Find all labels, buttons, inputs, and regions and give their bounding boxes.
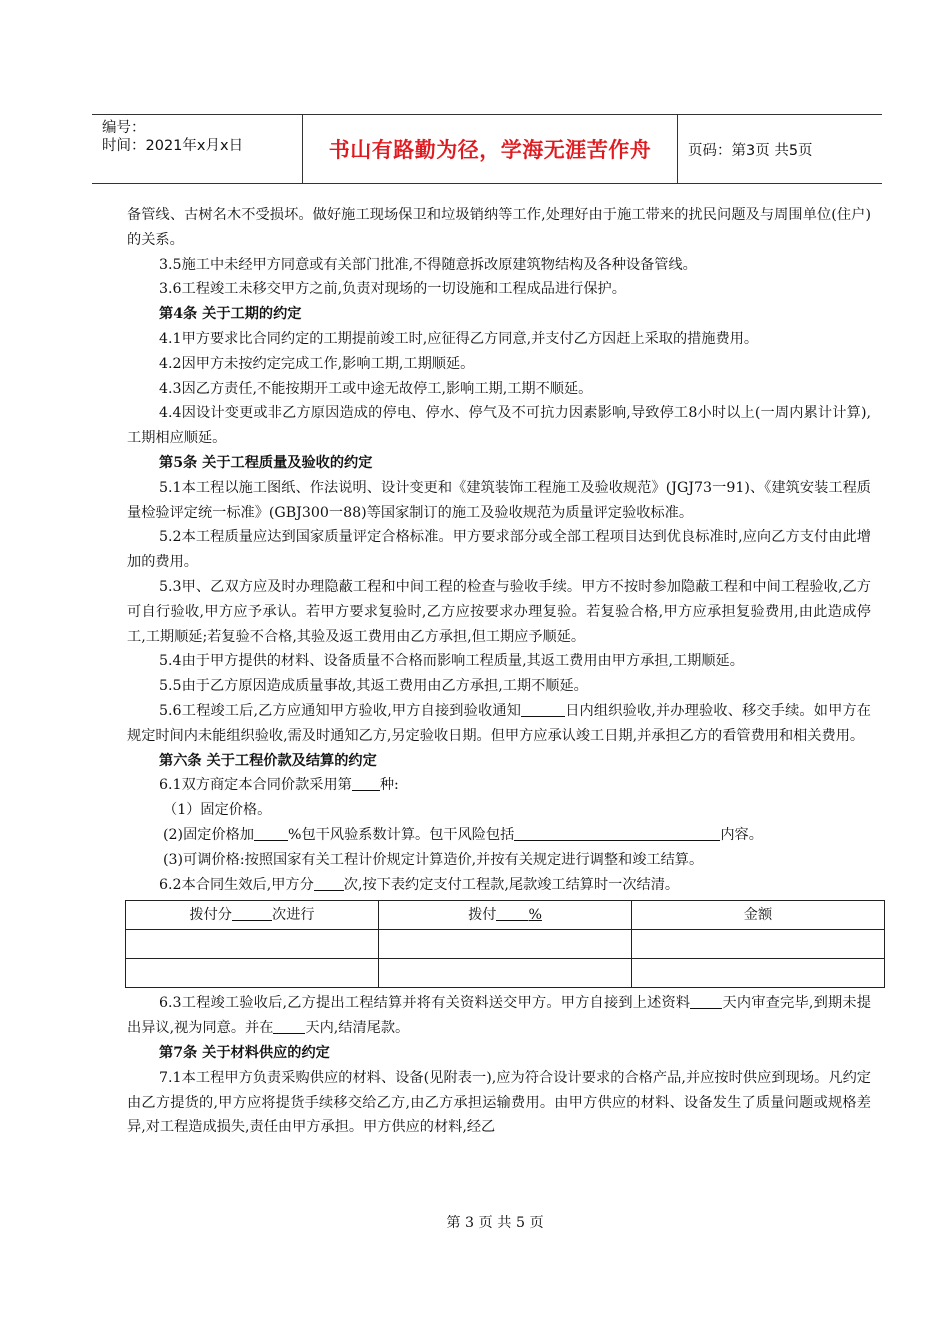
paragraph-5-6 [127,699,871,749]
text-run: (2)固定价格加 [163,826,255,843]
blank-field [514,825,720,841]
payment-table [125,900,885,988]
blank-field [521,701,565,717]
blank-field [254,825,288,841]
header-info-cell [92,115,303,183]
text-run: 5.6工程竣工后,乙方应通知甲方验收,甲方自接到验收通知 [159,702,522,719]
section-heading-6: 第六条 关于工程价款及结算的约定 [159,752,377,769]
paragraph: (3)可调价格:按照国家有关工程计价规定计算造价,并按有关规定进行调整和竣工结算。 [163,851,704,868]
text-run: 拨付分 [189,906,232,923]
paragraph: 4.4因设计变更或非乙方原因造成的停电、停水、停气及不可抗力因素影响,导致停工8小时以上(一周内累计计算),工期相应顺延。 [127,405,871,447]
paragraph: （1）固定价格。 [163,802,272,819]
paragraph: 备管线、古树名木不受损坏。做好施工现场保卫和垃圾销纳等工作,处理好由于施工带来的扰民问题及与周围单位(住户)的关系。 [127,207,871,248]
table-header-cell: 金额 [632,901,885,930]
table-cell [379,959,632,988]
table-header-row [126,901,885,930]
paragraph: 4.1甲方要求比合同约定的工期提前竣工时,应征得乙方同意,并支付乙方因赶上采取的措施费用。 [159,330,759,347]
document-header [92,114,882,184]
blank-field [496,905,528,921]
paragraph: 5.4由于甲方提供的材料、设备质量不合格而影响工程质量,其返工费用由甲方承担,工期顺延。 [159,653,744,670]
table-row [126,930,885,959]
text-run: 拨付 [468,906,497,923]
document-body [127,203,871,1140]
text-run: 天内,结清尾款。 [305,1020,410,1037]
text-run: 内容。 [720,826,763,843]
text-run: 6.1双方商定本合同价款采用第 [159,777,352,794]
blank-field [314,875,344,891]
blank-field [273,1018,305,1034]
table-cell [632,959,885,988]
text-run: 次,按下表约定支付工程款,尾款竣工结算时一次结清。 [343,876,680,893]
text-run: 6.3工程竣工验收后,乙方提出工程结算并将有关资料送交甲方。甲方自接到上述资料 [159,995,691,1012]
table-cell [632,930,885,959]
text-run: 次进行 [272,906,315,923]
blank-field [232,905,272,921]
paragraph-6-2 [127,873,871,898]
blank-field [352,775,380,791]
table-row [126,959,885,988]
text-run: 6.2本合同生效后,甲方分 [159,876,314,893]
paragraph: 3.5施工中未经甲方同意或有关部门批准,不得随意拆改原建筑物结构及各种设备管线。 [159,256,697,273]
paragraph-6-1 [127,773,871,798]
header-motto: 书山有路勤为径，学海无涯苦作舟 [303,115,678,183]
paragraph-6-1-2 [127,823,871,848]
paragraph: 5.1本工程以施工图纸、作法说明、设计变更和《建筑装饰工程施工及验收规范》(JGJ73一91)、《建筑安装工程质量检验评定统一标准》(GBJ300一88)等国家制订的施工及验收规范为质量评定验收标准。 [127,479,871,521]
table-cell [126,959,379,988]
number-label: 编号： [102,120,146,136]
text-run: 日内组织验收,并办理验收、移交手续。如甲方在规定时间内未能组织验收,需及时通知乙方,另定验收日期。但甲方应承认竣工日期,并承担乙方的看管费用和相关费用。 [127,702,871,744]
text-run: % [528,906,542,923]
section-heading-7: 第7条 关于材料供应的约定 [159,1044,330,1061]
paragraph: 4.3因乙方责任,不能按期开工或中途无故停工,影响工期,工期不顺延。 [159,380,593,397]
paragraph: 7.1本工程甲方负责采购供应的材料、设备(见附表一),应为符合设计要求的合格产品,并应按时供应到现场。凡约定由乙方提货的,甲方应将提货手续移交给乙方,由乙方承担运输费用。由甲方供应的材料、设备发生了质量问题或规格差异,对工程造成损失,责任由甲方承担。甲方供应的材料,经乙 [127,1069,871,1136]
text-run: 天内审查完毕,到期未提出异议,视为同意。并在 [127,995,871,1037]
page-footer: 第 3 页 共 5 页 [446,1215,544,1231]
table-cell [126,930,379,959]
time-label: 时间：2021年x月x日 [102,138,244,154]
paragraph: 5.3甲、乙双方应及时办理隐蔽工程和中间工程的检查与验收手续。甲方不按时参加隐蔽工程和中间工程验收,乙方可自行验收,甲方应予承认。若甲方要求复验时,乙方应按要求办理复验。若复验合格,甲方应承担复验费用,由此造成停工,工期顺延;若复验不合格,其验及返工费用由乙方承担,但工期应予顺延。 [127,578,871,645]
paragraph: 5.5由于乙方原因造成质量事故,其返工费用由乙方承担,工期不顺延。 [159,678,588,695]
table-header-cell [379,901,632,930]
paragraph: 5.2本工程质量应达到国家质量评定合格标准。甲方要求部分或全部工程项目达到优良标准时,应向乙方支付由此增加的费用。 [127,529,871,571]
text-run: %包干风验系数计算。包干风险包括 [288,826,515,843]
paragraph: 4.2因甲方未按约定完成工作,影响工期,工期顺延。 [159,355,475,372]
section-heading-4: 第4条 关于工期的约定 [159,306,302,323]
header-page-label: 页码：第3页 共5页 [688,142,813,159]
paragraph-6-3 [127,991,871,1041]
paragraph: 3.6工程竣工未移交甲方之前,负责对现场的一切设施和工程成品进行保护。 [159,281,626,298]
section-heading-5: 第5条 关于工程质量及验收的约定 [159,454,373,471]
table-cell [379,930,632,959]
blank-field [690,993,722,1009]
text-run: 种: [379,777,399,794]
table-header-cell [126,901,379,930]
